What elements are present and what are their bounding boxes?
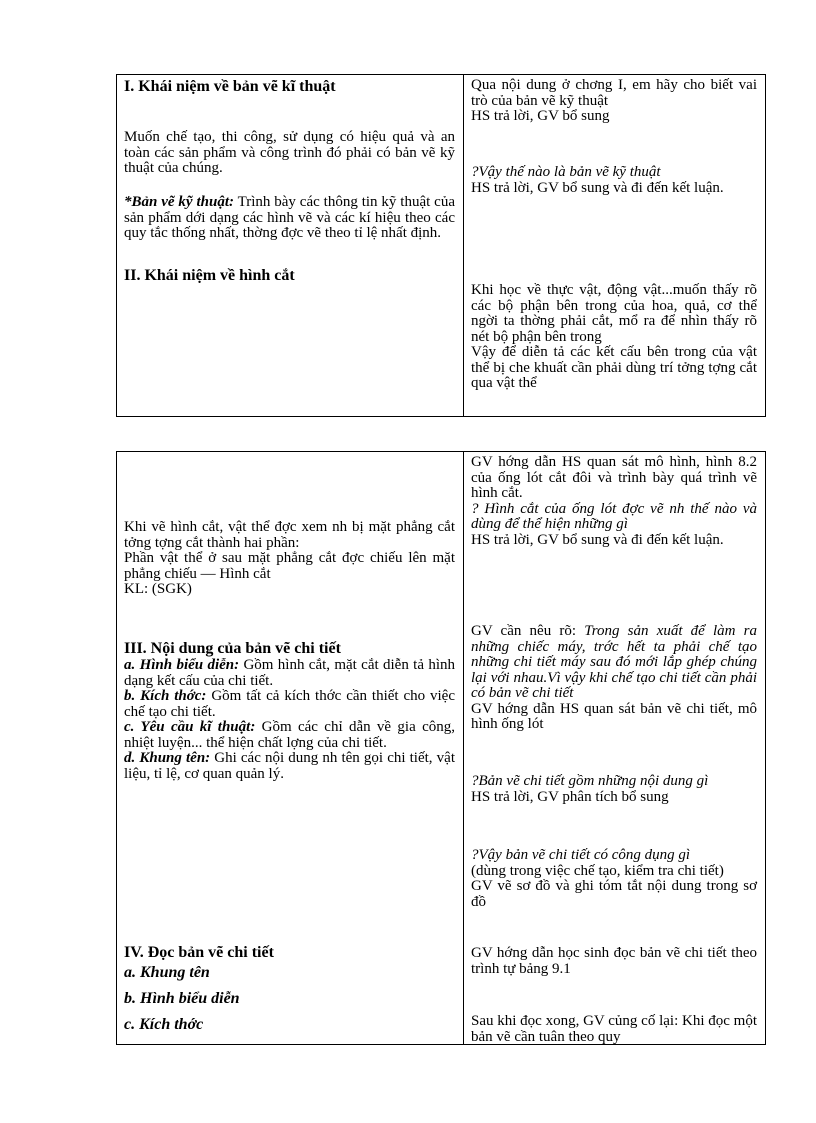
reading-steps [124, 944, 455, 1034]
reading-guide: GV hớng dẫn học sinh đọc bản vẽ chi tiết theo trình tự bảng 9.1 [471, 945, 757, 977]
paragraph-role: Muốn chế tạo, thi công, sử dụng có hiệu quả và an toàn các sản phẩm và công trình đó phải có bản vẽ kỹ thuật của chúng. [124, 129, 455, 176]
step-views: b. Hình biểu diễn [124, 990, 240, 1007]
heading-section-2: II. Khái niệm về hình cắt [124, 267, 295, 284]
definition-text: Trình bày các thông tin kỹ thuật của sản phẩm dới dạng các hình vẽ và các kí hiệu theo các quy tắc thống nhất, thờng đợc vẽ theo tỉ lệ nhất định. [124, 194, 455, 241]
table2-left-column [117, 452, 464, 1044]
question-definition: ?Vậy thế nào là bản vẽ kỹ thuật HS trả lời, GV bổ sung và đi đến kết luận. [471, 164, 724, 196]
lesson-table-1 [116, 74, 766, 417]
lesson-table-2 [116, 451, 766, 1045]
heading-section-3: III. Nội dung của bản vẽ chi tiết [124, 640, 341, 657]
cross-section-intro: Khi học về thực vật, động vật...muốn thấy rõ các bộ phận bên trong của hoa, quả, cơ thể ngời ta thờng phải cắt, mổ ra để nhìn thấy rõ nét bộ phận bên trong Vậy để diễn tả các kết cấu bên trong của vật thể bị che khuất cần phải dùng trí tởng tợng cắt qua vật thể [471, 282, 757, 391]
heading-section-1: I. Khái niệm về bản vẽ kĩ thuật [124, 78, 336, 95]
question-role: Qua nội dung ở chơng I, em hãy cho biết vai trò của bản vẽ kỹ thuật HS trả lời, GV bổ sung [471, 77, 757, 124]
table1-right-column [464, 75, 765, 416]
table1-left-column [117, 75, 464, 416]
question-content: ?Bản vẽ chi tiết gồm những nội dung gì HS trả lời, GV phân tích bổ sung [471, 773, 709, 805]
step-dimensions: c. Kích thớc [124, 1016, 204, 1033]
teacher-explanation: GV cần nêu rõ: Trong sản xuất để làm ra những chiếc máy, trớc hết ta phải chế tạo những chi tiết máy sau đó mới lắp ghép chúng lại với nhau.Vì vậy khi chế tạo chi tiết cần phải có bản vẽ chi tiết GV hớng dẫn HS quan sát bản vẽ chi tiết, mô hình ống lót [471, 623, 758, 732]
detail-drawing-content: III. Nội dung của bản vẽ chi tiết a. Hình biểu diễn: Gồm hình cắt, mặt cắt diễn tả hình dạng kết cấu của chi tiết. b. Kích thớc: Gồm tất cả kích thớc cần thiết cho việc chế tạo chi tiết. c. Yêu cầu kĩ thuật: Gồm các chỉ dẫn về gia công, nhiệt luyện... thể hiện chất lợng của chi tiết. d. Khung tên: Ghi các nội dung nh tên gọi chi tiết, vật liệu, tỉ lệ, cơ quan quản lý. [124, 640, 455, 782]
definition-label: *Bản vẽ kỹ thuật: [124, 194, 234, 210]
guide-model: GV hớng dẫn HS quan sát mô hình, hình 8.2 của ống lót cắt đôi và trình bày quá trình vẽ hình cắt. ? Hình cắt của ống lót đợc vẽ nh thế nào và dùng để thể hiện những gì HS trả lời, GV bổ sung và đi đến kết luận. [471, 454, 757, 548]
summary-note: Sau khi đọc xong, GV củng cố lại: Khi đọc một bản vẽ cần tuân theo quy [471, 1013, 757, 1044]
definition-paragraph [124, 195, 455, 242]
step-title-block: a. Khung tên [124, 964, 210, 981]
cross-section-paragraph: Khi vẽ hình cắt, vật thể đợc xem nh bị mặt phẳng cắt tởng tợng cắt thành hai phần: Phần vật thể ở sau mặt phẳng cắt đợc chiếu lên mặt phẳng chiếu — Hình cắt KL: (SGK) [124, 519, 455, 597]
question-purpose: ?Vậy bản vẽ chi tiết có công dụng gì (dùng trong việc chế tạo, kiểm tra chi tiết) GV vẽ sơ đồ và ghi tóm tắt nội dung trong sơ đồ [471, 847, 757, 910]
table2-right-column [464, 452, 765, 1044]
heading-section-4: IV. Đọc bản vẽ chi tiết [124, 944, 274, 961]
